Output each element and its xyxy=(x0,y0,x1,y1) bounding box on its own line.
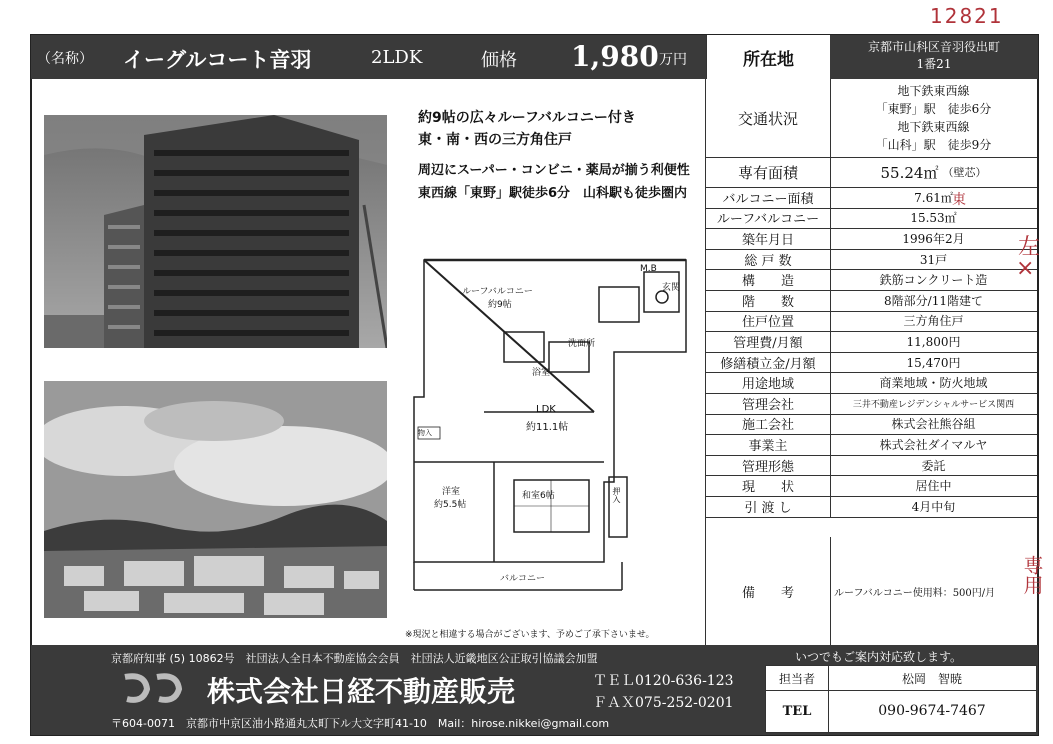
area-note: （壁芯） xyxy=(942,166,987,179)
tel-value: 090-9674-7467 xyxy=(878,703,986,719)
spec-label: 築年月日 xyxy=(706,228,831,249)
tel-label: TEL xyxy=(766,690,829,732)
spec-value: 三井不動産レジデンシャルサービス関西 xyxy=(852,399,1015,410)
fp-roof-balcony: ルーフバルコニー xyxy=(462,287,533,297)
spec-label: 住戸位置 xyxy=(706,311,831,332)
spec-label: 施工会社 xyxy=(706,414,831,435)
price-label: 価格 xyxy=(481,50,517,71)
spec-row xyxy=(706,290,1037,312)
address-line2: 1番21 xyxy=(916,57,952,71)
company-name: 株式会社日経不動産販売 xyxy=(207,675,516,708)
spec-row xyxy=(706,228,1037,250)
spec-value: 委託 xyxy=(921,458,946,473)
spec-row xyxy=(706,496,1037,518)
spec-value: 三方角住戸 xyxy=(903,314,964,329)
spec-value: 15,470円 xyxy=(906,355,961,370)
location-label-cell xyxy=(706,35,830,79)
traffic-line-2: 「東野」駅 徒歩6分 xyxy=(875,102,992,116)
fp-mb: M.B xyxy=(640,264,657,274)
company-tel: ＴＥＬ0120-636-123 xyxy=(593,673,734,689)
view-photo xyxy=(44,381,387,618)
fp-western-size: 約5.5帖 xyxy=(434,500,467,510)
fp-roof-balcony-size: 約9帖 xyxy=(488,300,512,310)
spec-label: ルーフバルコニー xyxy=(706,208,831,229)
fp-entrance: 玄関 xyxy=(662,283,681,293)
spec-row xyxy=(706,393,1037,415)
property-name: イーグルコート音羽 xyxy=(123,47,312,72)
spec-label: 用途地域 xyxy=(706,372,831,393)
remarks-value: ルーフバルコニー使用料：500円/月 xyxy=(834,587,996,599)
location-label: 所在地 xyxy=(743,49,794,70)
spec-value: 株式会社熊谷組 xyxy=(891,417,976,432)
area-row xyxy=(706,157,1037,188)
area-label: 専有面積 xyxy=(706,157,831,187)
staff-name: 松岡 智暁 xyxy=(828,666,1036,691)
spec-row xyxy=(706,249,1037,271)
floor-plan xyxy=(404,232,700,624)
traffic-line-4: 「山科」駅 徒歩9分 xyxy=(875,138,992,152)
area-value: 55.24㎡ xyxy=(880,163,939,182)
spec-value: 7.61㎡ xyxy=(914,190,953,205)
fp-storage: 物入 xyxy=(418,429,432,437)
spec-row xyxy=(706,187,1037,209)
fp-closet: 押入 xyxy=(612,487,621,503)
remarks-label: 備 考 xyxy=(706,537,831,645)
company-address: 〒604-0071 京都市中京区油小路通丸太町下ル大文字町41-10 Mail：hirose.nikkei@gmail.com xyxy=(111,717,610,730)
spec-row xyxy=(706,208,1037,230)
spec-row xyxy=(706,434,1037,456)
handwritten-note-east: 東 xyxy=(952,192,966,208)
spec-row xyxy=(706,372,1037,394)
spec-value: 1996年2月 xyxy=(902,231,965,246)
handwritten-note-cross: × xyxy=(1016,256,1035,281)
spec-row xyxy=(706,352,1037,374)
price-value: 1,980 xyxy=(571,40,659,73)
spec-value: 11,800円 xyxy=(906,334,961,349)
spec-label: 引 渡 し xyxy=(706,496,831,517)
company-logo xyxy=(117,667,197,711)
spec-label: 構 造 xyxy=(706,269,831,290)
name-label: （名称） xyxy=(37,51,93,67)
spec-row xyxy=(706,475,1037,497)
spec-value: 商業地域・防火地域 xyxy=(879,376,988,391)
spec-value: 株式会社ダイマルヤ xyxy=(879,437,988,452)
price-unit: 万円 xyxy=(659,52,687,68)
fp-bath: 浴室 xyxy=(532,368,551,378)
spec-value: 居住中 xyxy=(915,479,952,494)
handwritten-note-exclusive: 専用 xyxy=(1020,555,1044,595)
feature-2: 東・南・西の三方角住戸 xyxy=(418,132,572,148)
spec-row xyxy=(706,269,1037,291)
spec-value: 8階部分/11階建て xyxy=(884,293,983,308)
spec-label: 管理費/月額 xyxy=(706,331,831,352)
traffic-label: 交通状況 xyxy=(706,79,831,157)
layout-type: 2LDK xyxy=(371,47,423,68)
handwritten-note-left: 左 xyxy=(1018,235,1041,260)
traffic-info xyxy=(830,79,1037,157)
building-photo xyxy=(44,115,387,348)
spec-row xyxy=(706,331,1037,353)
fp-balcony: バルコニー xyxy=(500,574,546,584)
feature-3: 周辺にスーパー・コンビニ・薬局が揃う利便性 xyxy=(418,163,690,178)
spec-label: 階 数 xyxy=(706,290,831,311)
address-line1: 京都市山科区音羽役出町 xyxy=(867,40,1000,54)
spec-value: 鉄筋コンクリート造 xyxy=(879,273,988,288)
area-value-cell xyxy=(830,157,1037,187)
spec-label: 管理会社 xyxy=(706,393,831,414)
footer-license: 京都府知事 (5) 10862号 社団法人全日本不動産協会会員 社団法人近畿地区公正取引協議会加盟 xyxy=(111,652,598,665)
feature-4: 東西線「東野」駅徒歩6分 山科駅も徒歩圏内 xyxy=(418,186,688,201)
spec-label: 総 戸 数 xyxy=(706,249,831,270)
staff-label: 担当者 xyxy=(766,666,829,691)
spec-label: 管理形態 xyxy=(706,455,831,476)
spec-row xyxy=(706,311,1037,333)
fp-ldk-size: 約11.1帖 xyxy=(526,422,569,433)
company-fax: ＦＡＸ075-252-0201 xyxy=(593,695,734,711)
spec-label: 事業主 xyxy=(706,434,831,455)
spec-label: 修繕積立金/月額 xyxy=(706,352,831,373)
handwritten-number: 12821 xyxy=(930,4,1004,28)
contact-header: いつでもご案内対応致します。 xyxy=(795,650,963,664)
spec-value: 4月中旬 xyxy=(911,499,956,514)
contact-box xyxy=(765,665,1037,733)
fp-washroom: 洗面所 xyxy=(568,339,596,349)
traffic-row xyxy=(706,79,1037,158)
spec-value: 15.53㎡ xyxy=(910,211,957,226)
disclaimer: ※現況と相違する場合がございます、予めご了承下さいませ。 xyxy=(405,630,655,640)
fp-western: 洋室 xyxy=(442,487,461,497)
traffic-line-1: 地下鉄東西線 xyxy=(897,84,970,98)
address-cell xyxy=(830,35,1038,79)
feature-1: 約9帖の広々ルーフバルコニー付き xyxy=(418,110,636,126)
spec-label: 現 状 xyxy=(706,475,831,496)
fp-japanese: 和室6帖 xyxy=(522,491,555,501)
spec-row xyxy=(706,455,1037,477)
remarks-row xyxy=(706,537,1037,645)
fp-ldk: LDK xyxy=(536,404,556,415)
spec-value: 31戸 xyxy=(919,252,948,267)
spec-row xyxy=(706,414,1037,436)
spec-label: バルコニー面積 xyxy=(706,187,831,208)
traffic-line-3: 地下鉄東西線 xyxy=(897,120,970,134)
